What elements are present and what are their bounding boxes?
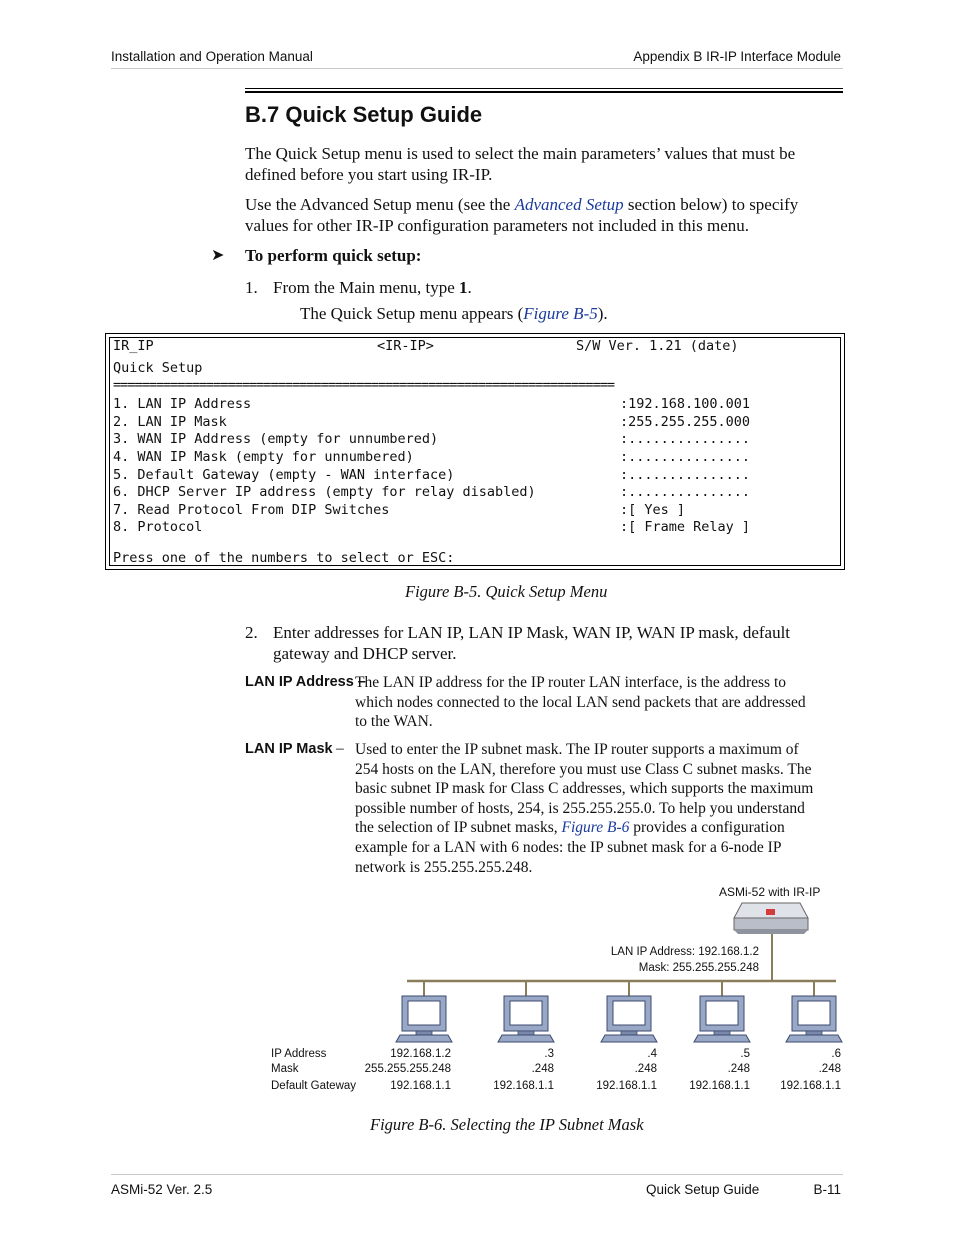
footer-left: ASMi-52 Ver. 2.5 <box>111 1182 213 1197</box>
mask-line-1: Used to enter the IP subnet mask. The IP router supports a maximum of <box>355 741 799 758</box>
step-1-result-a: The Quick Setup menu appears ( <box>300 304 524 323</box>
mask-line-5-b: provides a configuration <box>629 819 785 837</box>
step-2-line-1: Enter addresses for LAN IP, LAN IP Mask, WAN IP, WAN IP mask, default <box>273 623 791 642</box>
node-4-mask: .248 <box>727 1063 750 1075</box>
node-5-gateway: 192.168.1.1 <box>780 1080 841 1092</box>
node-3-gateway: 192.168.1.1 <box>596 1080 657 1092</box>
computer-icon <box>396 981 452 1042</box>
procedure-arrow-icon: ➤ <box>211 245 225 264</box>
menu-item-5-value: :............... <box>620 467 751 483</box>
menu-item-1-label[interactable]: 1. LAN IP Address <box>113 396 252 412</box>
row-label-gateway: Default Gateway <box>271 1080 357 1092</box>
footer-page-number: B-11 <box>813 1182 841 1197</box>
figure-b5-link[interactable]: Figure B-5 <box>523 304 598 323</box>
mask-line-4: possible number of hosts, 254, is 255.255.255.0. To help you understand <box>355 799 805 817</box>
lan-ip-line-3: to the WAN. <box>355 713 433 730</box>
step-1-instruction: From the Main menu, type <box>273 278 460 297</box>
menu-item-4-value: :............... <box>620 449 751 465</box>
node-4-ip: .5 <box>740 1048 750 1060</box>
step-1-result-b: ). <box>597 304 608 323</box>
lan-nodes <box>396 981 842 1042</box>
step-2-number: 2. <box>245 623 258 642</box>
menu-item-8-label[interactable]: 8. Protocol <box>113 519 203 535</box>
mask-line-3: basic subnet IP mask for Class C addresses, which supports the maximum <box>355 780 814 798</box>
step-1-key: 1 <box>459 278 468 297</box>
node-1-gateway: 192.168.1.1 <box>390 1080 451 1092</box>
mask-dash: – <box>336 740 344 757</box>
advanced-setup-link[interactable]: Advanced Setup <box>514 195 624 214</box>
terminal-title: Quick Setup <box>113 360 203 376</box>
router-lan-ip: LAN IP Address: 192.168.1.2 <box>610 946 759 958</box>
mask-term: LAN IP Mask <box>245 741 333 757</box>
node-3-mask: .248 <box>634 1063 657 1075</box>
terminal-line1-right: S/W Ver. 1.21 (date) <box>576 338 739 354</box>
figure-b6-link[interactable]: Figure B-6 <box>561 819 630 837</box>
paragraph-1-line-1: The Quick Setup menu is used to select the main parameters’ values that must be <box>245 144 796 163</box>
header-left: Installation and Operation Manual <box>111 49 313 64</box>
mask-line-6: example for a LAN with 6 nodes: the IP subnet mask for a 6-node IP <box>355 838 782 856</box>
computer-icon <box>694 981 750 1042</box>
computer-icon <box>601 981 657 1042</box>
menu-item-1-value: :192.168.100.001 <box>620 396 751 412</box>
computer-icon <box>786 981 842 1042</box>
router-mask: Mask: 255.255.255.248 <box>638 962 759 974</box>
device-label: ASMi-52 with IR-IP <box>719 885 821 899</box>
terminal-prompt: Press one of the numbers to select or ESC: <box>113 550 455 566</box>
menu-item-6-value: :............... <box>620 484 751 500</box>
terminal-line1-mid: <IR-IP> <box>377 338 434 354</box>
lan-ip-term: LAN IP Address – <box>245 674 366 690</box>
node-2-mask: .248 <box>531 1063 554 1075</box>
header-right: Appendix B IR-IP Interface Module <box>633 49 841 64</box>
mask-line-2: 254 hosts on the LAN, therefore you must use Class C subnet masks. The <box>355 760 812 778</box>
mask-line-5-a: the selection of IP subnet masks, <box>355 819 562 837</box>
node-2-ip: .3 <box>544 1048 554 1060</box>
menu-item-2-label[interactable]: 2. LAN IP Mask <box>113 414 227 430</box>
menu-item-3-label[interactable]: 3. WAN IP Address (empty for unnumbered) <box>113 431 439 447</box>
lan-ip-line-1: The LAN IP address for the IP router LAN interface, is the address to <box>355 674 786 691</box>
step-2-line-2: gateway and DHCP server. <box>273 644 457 663</box>
node-5-ip: .6 <box>831 1048 841 1060</box>
menu-item-2-value: :255.255.255.000 <box>620 414 751 430</box>
row-label-mask: Mask <box>271 1063 299 1075</box>
paragraph-2-text-b: section below) to specify <box>623 195 799 214</box>
menu-item-8-value: :[ Frame Relay ] <box>620 519 751 535</box>
computer-icon <box>498 981 554 1042</box>
lan-ip-line-2: which nodes connected to the local LAN send packets that are addressed <box>355 693 806 711</box>
node-2-gateway: 192.168.1.1 <box>493 1080 554 1092</box>
paragraph-2-line-2: values for other IR-IP configuration parameters not included in this menu. <box>245 216 750 235</box>
section-title: B.7 Quick Setup Guide <box>245 102 483 127</box>
node-3-ip: .4 <box>647 1048 657 1060</box>
paragraph-1-line-2: defined before you start using IR-IP. <box>245 165 493 184</box>
node-1-ip: 192.168.1.2 <box>390 1048 451 1060</box>
terminal-line1-left: IR_IP <box>113 338 154 354</box>
paragraph-2-text-a: Use the Advanced Setup menu (see the <box>245 195 515 214</box>
menu-item-6-label[interactable]: 6. DHCP Server IP address (empty for relay disabled) <box>113 484 536 500</box>
figure-b5-caption: Figure B-5. Quick Setup Menu <box>405 582 608 601</box>
node-4-gateway: 192.168.1.1 <box>689 1080 750 1092</box>
menu-item-4-label[interactable]: 4. WAN IP Mask (empty for unnumbered) <box>113 449 414 465</box>
step-1-number: 1. <box>245 278 258 297</box>
node-1-mask: 255.255.255.248 <box>364 1063 451 1075</box>
node-5-mask: .248 <box>818 1063 841 1075</box>
row-label-ip: IP Address <box>271 1048 327 1060</box>
figure-b6-caption: Figure B-6. Selecting the IP Subnet Mask <box>370 1115 644 1134</box>
menu-item-3-value: :............... <box>620 431 751 447</box>
procedure-title: To perform quick setup: <box>245 246 422 265</box>
menu-item-7-label[interactable]: 7. Read Protocol From DIP Switches <box>113 502 390 518</box>
mask-line-7: network is 255.255.255.248. <box>355 858 533 876</box>
terminal-separator: ====================================================================== <box>113 377 615 393</box>
router-device <box>734 903 808 934</box>
step-1-end: . <box>467 278 472 297</box>
menu-item-5-label[interactable]: 5. Default Gateway (empty - WAN interface) <box>113 467 455 483</box>
footer-rule <box>111 1174 843 1175</box>
menu-item-7-value: :[ Yes ] <box>620 502 686 518</box>
footer-center: Quick Setup Guide <box>646 1182 760 1197</box>
